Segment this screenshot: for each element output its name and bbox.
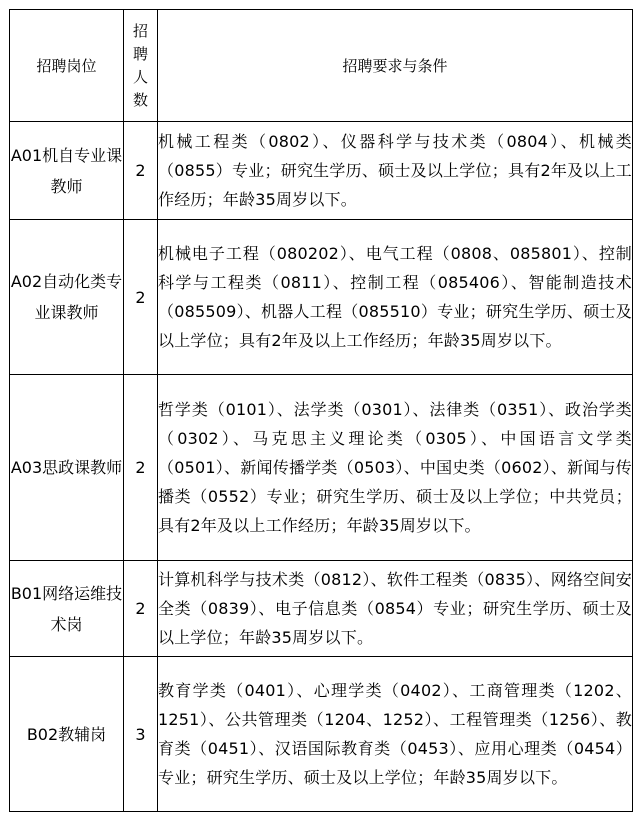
post-name-cell: B02教辅岗 bbox=[10, 657, 124, 812]
header-count bbox=[124, 10, 158, 122]
requirements-cell: 教育学类（0401）、心理学类（0402）、工商管理类（1202、1251）、公共管理类（1204、1252）、工程管理类（1256）、教育类（0451）、汉语国际教育类（0453）、应用心理类（0454）专业；研究生学历、硕士及以上学位；年龄35周岁以下。 bbox=[158, 657, 633, 812]
post-name-cell: A01机自专业课教师 bbox=[10, 122, 124, 220]
table-row bbox=[10, 220, 633, 375]
requirements-cell: 哲学类（0101）、法学类（0301）、法律类（0351）、政治学类（0302）、马克思主义理论类（0305）、中国语言文学类（0501）、新闻传播学类（0503）、中国史类（0602）、新闻与传播类（0552）专业；研究生学历、硕士及以上学位；中共党员；具有2年及以上工作经历；年龄35周岁以下。 bbox=[158, 375, 633, 561]
headcount-cell: 2 bbox=[124, 561, 158, 657]
table-header-row bbox=[10, 10, 633, 122]
requirements-cell: 计算机科学与技术类（0812）、软件工程类（0835）、网络空间安全类（0839）、电子信息类（0854）专业；研究生学历、硕士及以上学位；年龄35周岁以下。 bbox=[158, 561, 633, 657]
header-count-char: 聘 bbox=[132, 44, 148, 63]
header-count-char: 招 bbox=[132, 21, 148, 40]
post-name-cell: A02自动化类专业课教师 bbox=[10, 220, 124, 375]
recruitment-table bbox=[9, 9, 633, 812]
header-count-char: 人 bbox=[132, 67, 148, 86]
post-name-cell: B01网络运维技术岗 bbox=[10, 561, 124, 657]
table-row bbox=[10, 657, 633, 812]
headcount-cell: 2 bbox=[124, 375, 158, 561]
requirements-cell: 机械工程类（0802）、仪器科学与技术类（0804）、机械类（0855）专业；研究生学历、硕士及以上学位；具有2年及以上工作经历；年龄35周岁以下。 bbox=[158, 122, 633, 220]
header-post: 招聘岗位 bbox=[10, 10, 124, 122]
headcount-cell: 3 bbox=[124, 657, 158, 812]
post-name-cell: A03思政课教师 bbox=[10, 375, 124, 561]
headcount-cell: 2 bbox=[124, 122, 158, 220]
table-row bbox=[10, 375, 633, 561]
table-row bbox=[10, 561, 633, 657]
header-count-char: 数 bbox=[132, 90, 148, 109]
header-requirements: 招聘要求与条件 bbox=[158, 10, 633, 122]
requirements-cell: 机械电子工程（080202）、电气工程（0808、085801）、控制科学与工程类（0811）、控制工程（085406）、智能制造技术（085509）、机器人工程（085510）专业；研究生学历、硕士及以上学位；具有2年及以上工作经历；年龄35周岁以下。 bbox=[158, 220, 633, 375]
table-row bbox=[10, 122, 633, 220]
headcount-cell: 2 bbox=[124, 220, 158, 375]
